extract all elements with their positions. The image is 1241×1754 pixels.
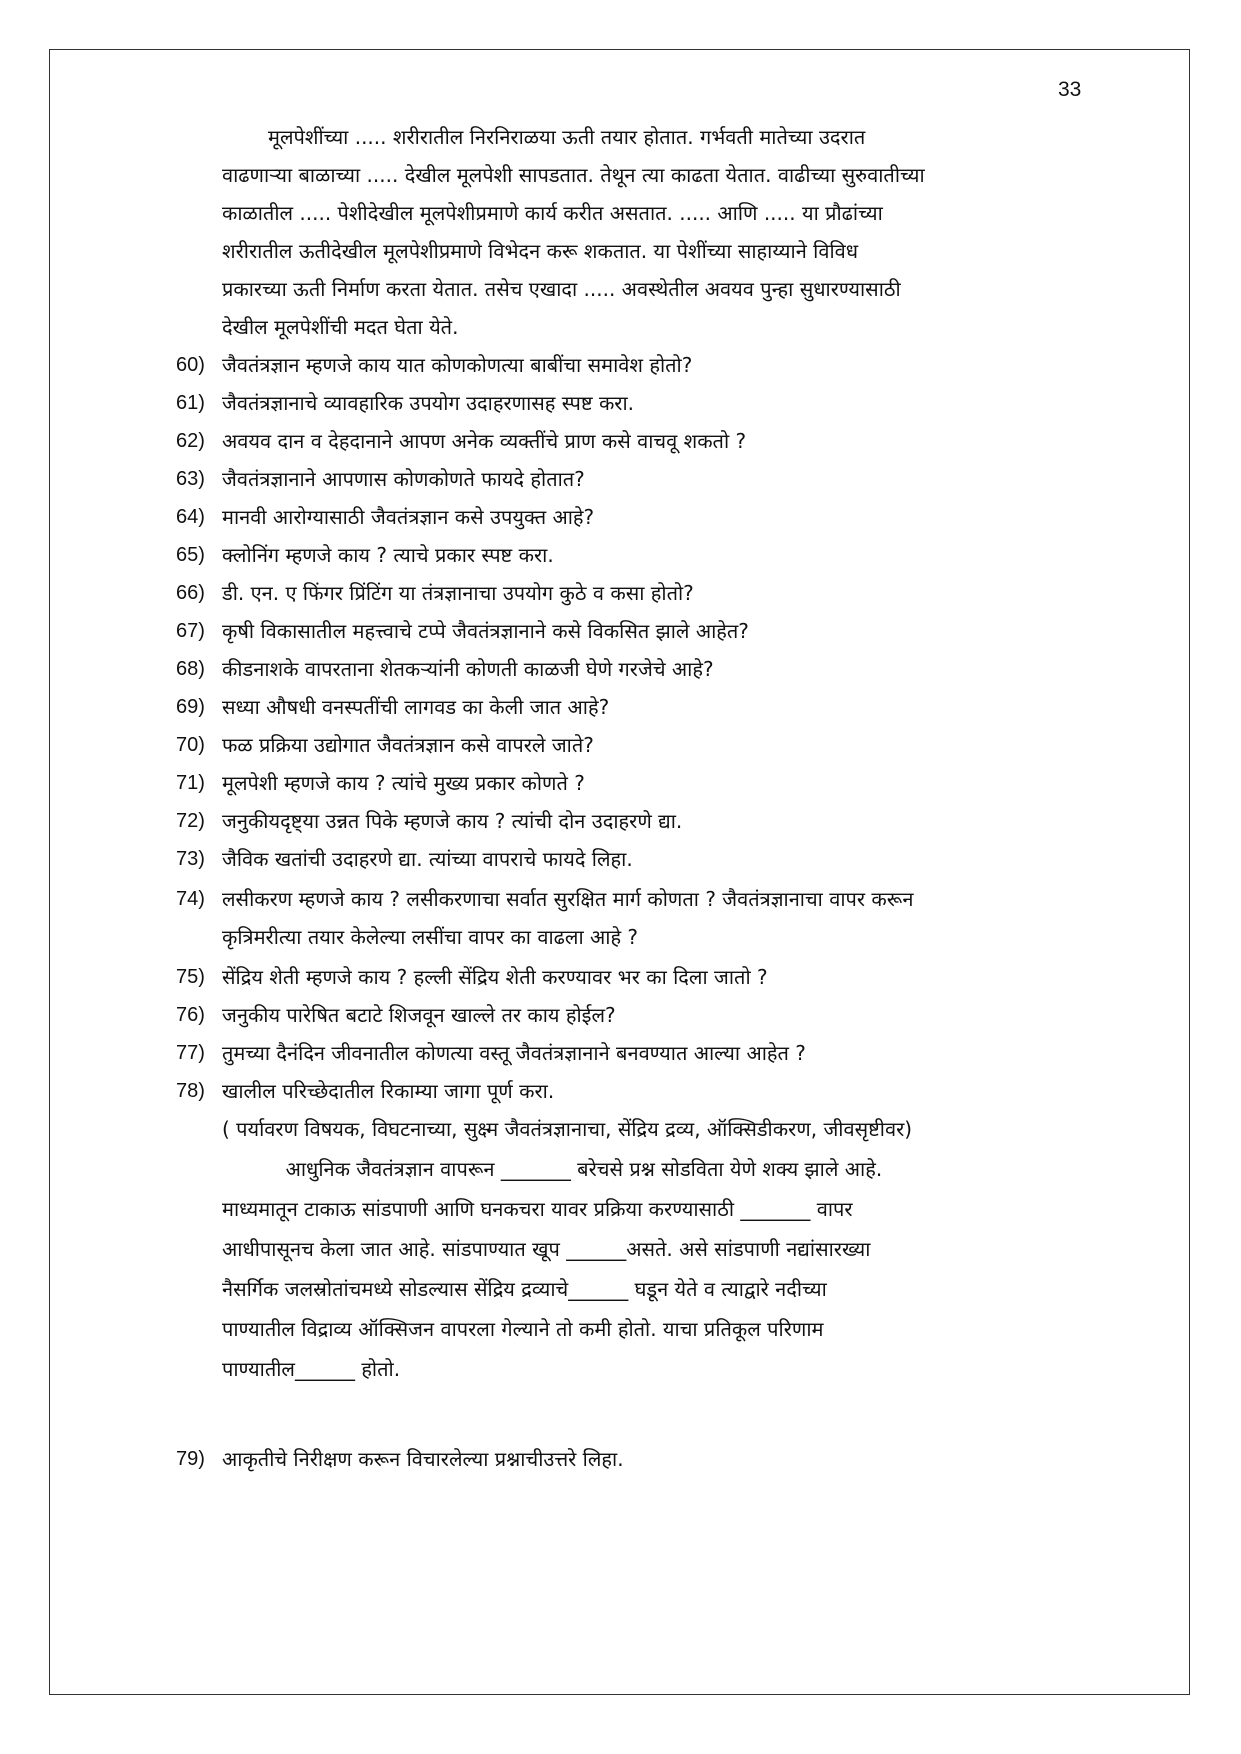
passage-line: आधीपासूनच केला जात आहे. सांडपाण्यात खूप ______असते. असे सांडपाणी नद्यांसारख्या	[222, 1237, 871, 1261]
question-number: 78)	[176, 1080, 205, 1102]
question-text: सध्या औषधी वनस्पतींची लागवड का केली जात आहे?	[222, 695, 610, 719]
intro-line: शरीरातील ऊतीदेखील मूलपेशीप्रमाणे विभेदन करू शकतात. या पेशींच्या साहाय्याने विविध	[222, 239, 859, 263]
question-number: 65)	[176, 544, 205, 566]
question-text: जनुकीय पारेषित बटाटे शिजवून खाल्ले तर काय होईल?	[222, 1003, 616, 1027]
passage-line: माध्यमातून टाकाऊ सांडपाणी आणि घनकचरा यावर प्रक्रिया करण्यासाठी _______ वापर	[222, 1197, 853, 1221]
question-number: 67)	[176, 620, 205, 642]
question-number: 74)	[176, 888, 205, 910]
passage-line: नैसर्गिक जलस्रोतांचमध्ये सोडल्यास सेंद्रिय द्रव्याचे______ घडून येते व त्याद्वारे नदीच्या	[222, 1277, 827, 1301]
question-text: सेंद्रिय शेती म्हणजे काय ? हल्ली सेंद्रिय शेती करण्यावर भर का दिला जातो ?	[222, 965, 768, 989]
question-number: 71)	[176, 772, 205, 794]
intro-line: काळातील ..... पेशीदेखील मूलपेशीप्रमाणे कार्य करीत असतात. ..... आणि ..... या प्रौढांच्या	[222, 201, 883, 225]
question-text: मानवी आरोग्यासाठी जैवतंत्रज्ञान कसे उपयुक्त आहे?	[222, 505, 595, 529]
question-text: जैवतंत्रज्ञानाने आपणास कोणकोणते फायदे होतात?	[222, 467, 585, 491]
passage-line: पाण्यातील______ होतो.	[222, 1357, 401, 1381]
question-number: 63)	[176, 468, 205, 490]
question-text: कीडनाशके वापरताना शेतकऱ्यांनी कोणती काळजी घेणे गरजेचे आहे?	[222, 657, 714, 681]
question-number: 76)	[176, 1004, 205, 1026]
question-number: 66)	[176, 582, 205, 604]
question-number: 72)	[176, 810, 205, 832]
question-number: 68)	[176, 658, 205, 680]
question-text: मूलपेशी म्हणजे काय ? त्यांचे मुख्य प्रकार कोणते ?	[222, 771, 585, 795]
page-number: 33	[1058, 78, 1082, 101]
intro-line: देखील मूलपेशींची मदत घेता येते.	[222, 315, 459, 339]
passage-line: पाण्यातील विद्राव्य ऑक्सिजन वापरला गेल्याने तो कमी होतो. याचा प्रतिकूल परिणाम	[222, 1317, 824, 1341]
question-number: 79)	[176, 1448, 205, 1470]
question-text: लसीकरण म्हणजे काय ? लसीकरणाचा सर्वात सुरक्षित मार्ग कोणता ? जैवतंत्रज्ञानाचा वापर करून	[222, 887, 914, 911]
intro-line: प्रकारच्या ऊती निर्माण करता येतात. तसेच एखादा ..... अवस्थेतील अवयव पुन्हा सुधारण्यासाठी	[222, 277, 901, 301]
question-text: जैवतंत्रज्ञानाचे व्यावहारिक उपयोग उदाहरणासह स्पष्ट करा.	[222, 391, 635, 415]
question-number: 69)	[176, 696, 205, 718]
question-number: 77)	[176, 1042, 205, 1064]
question-number: 64)	[176, 506, 205, 528]
question-number: 61)	[176, 392, 205, 414]
intro-line: वाढणाऱ्या बाळाच्या ..... देखील मूलपेशी सापडतात. तेथून त्या काढता येतात. वाढीच्या सुरुवातीच्या	[222, 163, 925, 187]
question-text: जैवतंत्रज्ञान म्हणजे काय यात कोणकोणत्या बाबींचा समावेश होतो?	[222, 353, 693, 377]
question-number: 60)	[176, 354, 205, 376]
intro-line: मूलपेशींच्या ..... शरीरातील निरनिराळया ऊती तयार होतात. गर्भवती मातेच्या उदरात	[268, 125, 866, 149]
question-text: डी. एन. ए फिंगर प्रिंटिंग या तंत्रज्ञानाचा उपयोग कुठे व कसा होतो?	[222, 581, 694, 605]
question-text: खालील परिच्छेदातील रिकाम्या जागा पूर्ण करा.	[222, 1079, 555, 1103]
question-number: 62)	[176, 430, 205, 452]
question-number: 73)	[176, 848, 205, 870]
question-text: जनुकीयदृष्ट्या उन्नत पिके म्हणजे काय ? त्यांची दोन उदाहरणे द्या.	[222, 809, 683, 833]
question-text: आकृतीचे निरीक्षण करून विचारलेल्या प्रश्नाचीउत्तरे लिहा.	[222, 1447, 624, 1471]
word-options: ( पर्यावरण विषयक, विघटनाच्या, सुक्ष्म जैवतंत्रज्ञानाचा, सेंद्रिय द्रव्य, ऑक्सिडीकरण, जीवसृष्टीवर)	[222, 1117, 913, 1141]
question-text: कृषी विकासातील महत्त्वाचे टप्पे जैवतंत्रज्ञानाने कसे विकसित झाले आहेत?	[222, 619, 749, 643]
question-text: अवयव दान व देहदानाने आपण अनेक व्यक्तींचे प्राण कसे वाचवू शकतो ?	[222, 429, 747, 453]
question-text: जैविक खतांची उदाहरणे द्या. त्यांच्या वापराचे फायदे लिहा.	[222, 847, 633, 871]
question-text: क्लोनिंग म्हणजे काय ? त्याचे प्रकार स्पष्ट करा.	[222, 543, 554, 567]
question-text: कृत्रिमरीत्या तयार केलेल्या लसींचा वापर का वाढला आहे ?	[222, 925, 639, 949]
question-text: फळ प्रक्रिया उद्योगात जैवतंत्रज्ञान कसे वापरले जाते?	[222, 733, 594, 757]
question-number: 75)	[176, 966, 205, 988]
passage-line: आधुनिक जैवतंत्रज्ञान वापरून _______ बरेचसे प्रश्न सोडविता येणे शक्य झाले आहे.	[222, 1157, 883, 1181]
question-text: तुमच्या दैनंदिन जीवनातील कोणत्या वस्तू जैवतंत्रज्ञानाने बनवण्यात आल्या आहेत ?	[222, 1041, 806, 1065]
question-number: 70)	[176, 734, 205, 756]
